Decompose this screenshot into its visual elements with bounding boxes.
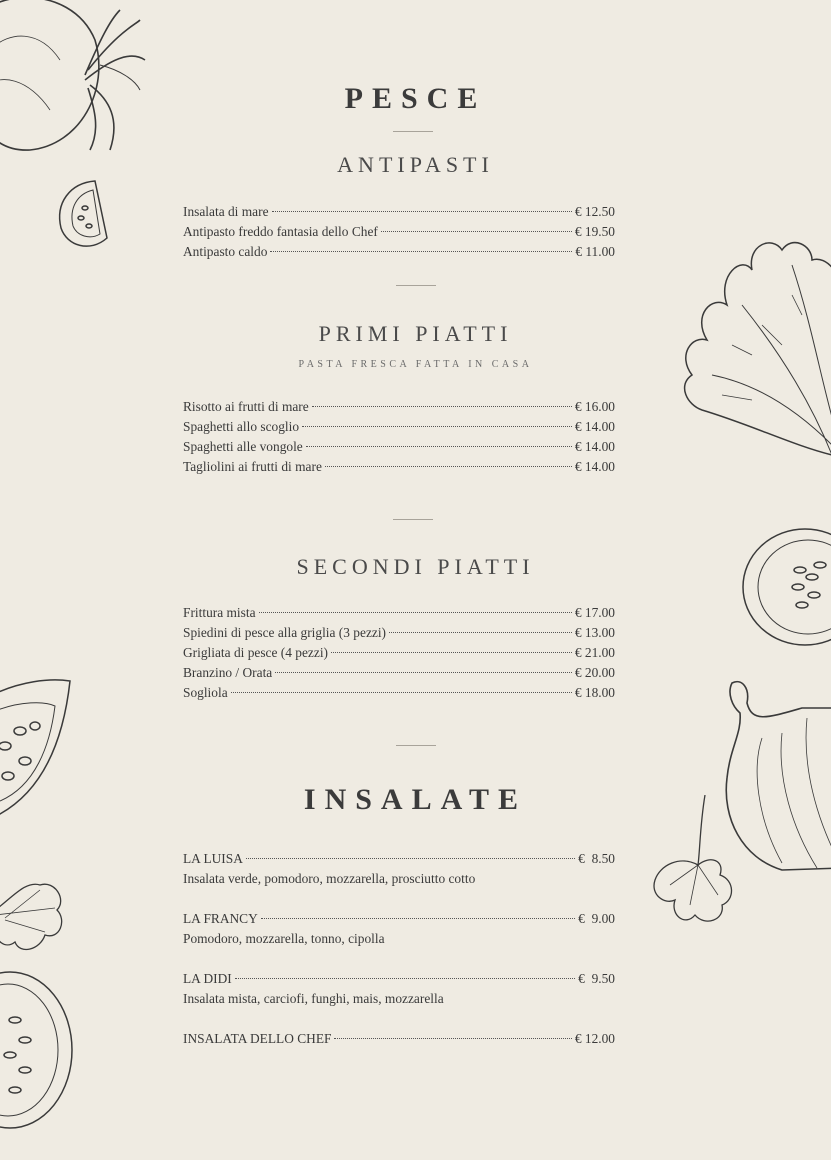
menu-item (183, 623, 615, 643)
section-title-antipasti: ANTIPASTI (337, 152, 494, 177)
item-name: Antipasto caldo (183, 244, 268, 259)
item-description: Insalata verde, pomodoro, mozzarella, prosciutto cotto (183, 871, 476, 886)
secondi-list (183, 603, 615, 703)
primi-list (183, 397, 615, 477)
item-name: Spiedini di pesce alla griglia (3 pezzi) (183, 625, 387, 640)
parsley-icon (672, 235, 831, 470)
cucumber-slice-icon (740, 525, 831, 650)
menu-item (183, 437, 615, 457)
menu-item (183, 663, 615, 683)
menu-item (183, 849, 615, 869)
item-price: € 13.00 (574, 625, 615, 640)
dot-leader (331, 652, 572, 653)
dot-leader (312, 406, 572, 407)
menu-item (183, 242, 615, 262)
item-price: € 14.00 (574, 419, 615, 434)
menu-item (183, 417, 615, 437)
item-price: € 14.00 (574, 439, 615, 454)
dot-leader (259, 612, 572, 613)
divider (393, 131, 433, 132)
item-name: Frittura mista (183, 605, 256, 620)
item-price: € 9.00 (578, 911, 615, 926)
section-title-primi: PRIMI PIATTI (318, 321, 513, 346)
insalate-list (183, 849, 615, 1049)
menu-item (183, 457, 615, 477)
menu-title: PESCE (344, 82, 487, 115)
dot-leader (246, 858, 575, 859)
menu-item (183, 1029, 615, 1049)
dot-leader (235, 978, 575, 979)
fig-icon (722, 678, 831, 873)
dot-leader (275, 672, 572, 673)
item-price: € 21.00 (574, 645, 615, 660)
item-description: Pomodoro, mozzarella, tonno, cipolla (183, 931, 385, 946)
item-description: Insalata mista, carciofi, funghi, mais, mozzarella (183, 991, 444, 1006)
item-name: Tagliolini ai frutti di mare (183, 459, 322, 474)
menu-item (183, 909, 615, 929)
divider (393, 519, 433, 520)
item-price: € 12.50 (574, 204, 615, 219)
dot-leader (231, 692, 572, 693)
dot-leader (381, 231, 572, 232)
dot-leader (270, 251, 572, 252)
item-price: € 9.50 (578, 971, 615, 986)
item-name: Sogliola (183, 685, 228, 700)
menu-item (183, 603, 615, 623)
item-name: Grigliata di pesce (4 pezzi) (183, 645, 328, 660)
dot-leader (325, 466, 572, 467)
item-name: Antipasto freddo fantasia dello Chef (183, 224, 378, 239)
menu-item (183, 969, 615, 989)
dot-leader (272, 211, 572, 212)
dot-leader (302, 426, 572, 427)
item-name: Branzino / Orata (183, 665, 273, 680)
section-note-primi: PASTA FRESCA FATTA IN CASA (298, 359, 533, 370)
item-price: € 20.00 (574, 665, 615, 680)
item-price: € 17.00 (574, 605, 615, 620)
divider (396, 745, 436, 746)
menu-item (183, 397, 615, 417)
item-name: LA LUISA (183, 851, 243, 866)
divider (396, 285, 436, 286)
item-name: Spaghetti alle vongole (183, 439, 303, 454)
item-price: € 16.00 (574, 399, 615, 414)
menu-item (183, 643, 615, 663)
item-name: Insalata di mare (183, 204, 269, 219)
item-price: € 19.50 (574, 224, 615, 239)
section-title-insalate: INSALATE (303, 783, 528, 816)
dot-leader (261, 918, 575, 919)
antipasti-list (183, 202, 615, 262)
menu-item (183, 683, 615, 703)
item-price: € 11.00 (575, 244, 615, 259)
dot-leader (334, 1038, 571, 1039)
section-title-secondi: SECONDI PIATTI (296, 554, 535, 579)
dot-leader (389, 632, 572, 633)
item-price: € 18.00 (574, 685, 615, 700)
dot-leader (306, 446, 572, 447)
item-name: Spaghetti allo scoglio (183, 419, 300, 434)
item-name: LA DIDI (183, 971, 232, 986)
cucumber-slice-icon (0, 970, 78, 1130)
item-name: LA FRANCY (183, 911, 258, 926)
tomato-slice-icon (55, 178, 115, 253)
item-price: € 14.00 (574, 459, 615, 474)
menu-item (183, 222, 615, 242)
menu-item (183, 202, 615, 222)
parsley-icon (0, 870, 67, 955)
item-name: INSALATA DELLO CHEF (183, 1031, 332, 1046)
item-price: € 12.00 (574, 1031, 615, 1046)
item-price: € 8.50 (578, 851, 615, 866)
item-name: Risotto ai frutti di mare (183, 399, 309, 414)
